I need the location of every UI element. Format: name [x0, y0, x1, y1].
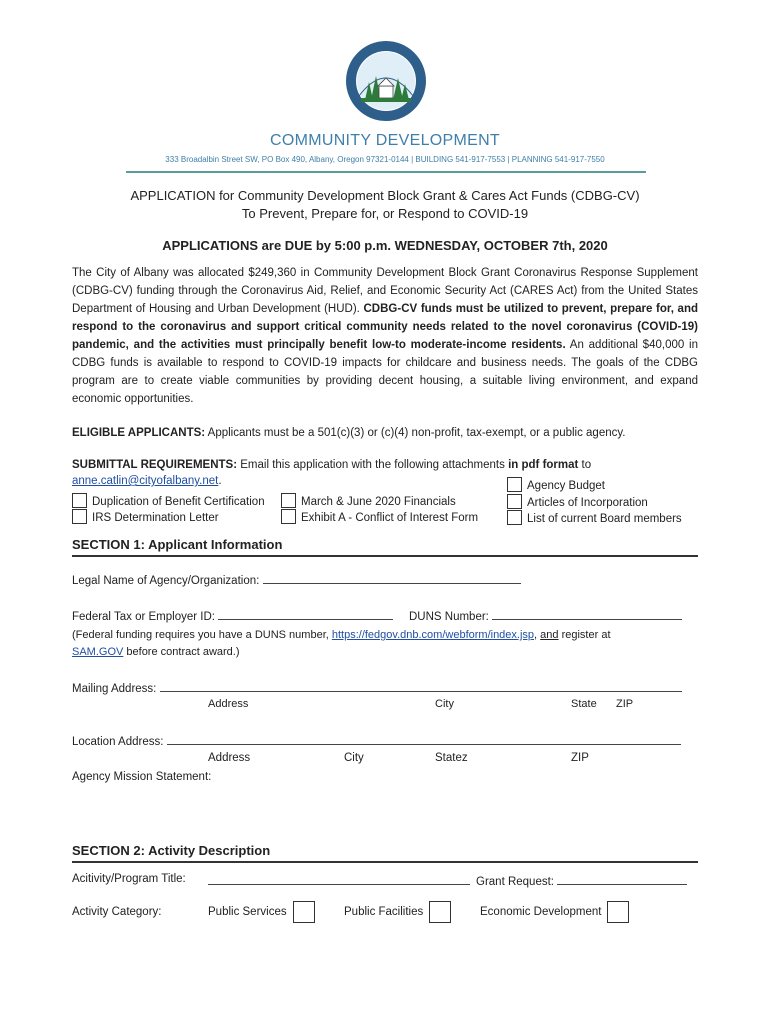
attachment-item[interactable]	[281, 493, 456, 508]
legal-name-field[interactable]	[72, 572, 521, 587]
intro-bold-text: CDBG-CV funds must be utilized to prevent, prepare for, and respond to the coronavirus and support critical community needs related to the novel coronavirus (COVID-19) pandemic, and the activities must principally benefit low-to moderate-income residents.	[72, 303, 698, 351]
attachment-label: Exhibit A - Conflict of Interest Form	[301, 512, 479, 524]
attachment-item[interactable]	[507, 494, 648, 509]
intro-text: The City of Albany was allocated $249,360 in Community Development Block Grant Coronavirus Response Supplement (CDBG-CV) funding through the Coronavirus Aid, Relief, and Economic Security Act (CARES Act) from the United States Department of Housing and Urban Development (HUD).	[72, 267, 698, 315]
section1-divider	[72, 555, 698, 557]
attachment-label: March & June 2020 Financials	[301, 496, 456, 508]
eligible-label: ELIGIBLE APPLICANTS:	[72, 427, 206, 439]
due-date: APPLICATIONS are DUE by 5:00 p.m. WEDNESDAY, OCTOBER 7th, 2020	[162, 238, 608, 253]
category-option-public-facilities[interactable]	[344, 901, 451, 923]
legal-name-label: Legal Name of Agency/Organization:	[72, 575, 260, 587]
tax-id-label: Federal Tax or Employer ID:	[72, 611, 215, 623]
duns-note	[72, 627, 698, 661]
loc-state-caption: Statez	[435, 752, 468, 764]
tax-id-input[interactable]	[218, 608, 393, 620]
checkbox[interactable]	[281, 509, 296, 524]
intro-text-end: An additional $40,000 in CDBG funds is available to respond to COVID-19 impacts for childcare and business needs. The goals of the CDBG program are to create viable communities by providing decent housing, a suitable living environment, and expand economic opportunities.	[72, 339, 698, 405]
attachment-label: Agency Budget	[527, 480, 606, 492]
mailing-address-label: Mailing Address:	[72, 683, 157, 695]
duns-note-end: before contract award.)	[123, 646, 240, 658]
grant-request-field[interactable]	[476, 873, 687, 888]
checkbox[interactable]	[72, 493, 87, 508]
sam-link[interactable]: SAM.GOV	[72, 646, 124, 658]
checkbox[interactable]	[72, 509, 87, 524]
checkbox[interactable]	[293, 901, 315, 923]
contact-address: 333 Broadalbin Street SW, PO Box 490, Albany, Oregon 97321-0144 | BUILDING 541-917-7553 | PLANNING 541-917-7550	[165, 155, 605, 164]
department-name: COMMUNITY DEVELOPMENT	[269, 132, 501, 149]
attachment-label: Duplication of Benefit Certification	[92, 496, 265, 508]
program-title-label: Acitivity/Program Title:	[72, 873, 186, 885]
checkbox[interactable]	[507, 477, 522, 492]
loc-city-caption: City	[344, 752, 364, 764]
duns-field[interactable]	[409, 608, 682, 623]
section1-heading: SECTION 1: Applicant Information	[72, 537, 283, 552]
location-address-input[interactable]	[167, 733, 681, 745]
mailing-address-field[interactable]	[72, 680, 682, 695]
program-title-input[interactable]	[208, 873, 470, 885]
duns-link[interactable]: https://fedgov.dnb.com/webform/index.jsp	[331, 629, 535, 641]
application-subtitle: To Prevent, Prepare for, or Respond to COVID-19	[241, 206, 529, 221]
attachment-label: IRS Determination Letter	[92, 512, 219, 524]
attachment-item[interactable]	[507, 510, 682, 525]
category-label: Public Facilities	[344, 906, 424, 919]
category-label: Economic Development	[480, 906, 602, 919]
mail-state-caption: State	[571, 698, 597, 710]
attachment-label: Articles of Incorporation	[527, 497, 648, 509]
checkbox[interactable]	[507, 510, 522, 525]
submittal-label: SUBMITTAL REQUIREMENTS:	[72, 459, 238, 471]
mail-city-caption: City	[435, 698, 454, 710]
location-address-field[interactable]	[72, 733, 681, 748]
mailing-address-input[interactable]	[160, 680, 682, 692]
attachment-item[interactable]	[72, 493, 265, 508]
submittal-text: Email this application with the following attachments	[237, 459, 509, 471]
eligible-text: Applicants must be a 501(c)(3) or (c)(4) non-profit, tax-exempt, or a public agency.	[205, 427, 626, 439]
grant-request-label: Grant Request:	[476, 876, 554, 888]
category-label: Public Services	[208, 906, 287, 919]
duns-label: DUNS Number:	[409, 611, 489, 623]
loc-zip-caption: ZIP	[571, 752, 589, 764]
attachment-item[interactable]	[281, 509, 478, 524]
submittal-period: .	[218, 475, 222, 487]
category-option-economic-development[interactable]	[480, 901, 629, 923]
location-address-label: Location Address:	[72, 736, 164, 748]
tax-id-field[interactable]	[72, 608, 393, 623]
checkbox[interactable]	[281, 493, 296, 508]
legal-name-input[interactable]	[263, 572, 521, 584]
category-option-public-services[interactable]	[208, 901, 315, 923]
submittal-email-link[interactable]: anne.catlin@cityofalbany.net	[72, 475, 219, 487]
submittal-format: in pdf format	[508, 459, 579, 471]
activity-category-label: Activity Category:	[72, 906, 162, 918]
checkbox[interactable]	[507, 494, 522, 509]
duns-note-text: (Federal funding requires you have a DUNS number,	[72, 629, 332, 641]
header-divider	[126, 171, 646, 173]
city-logo	[345, 40, 427, 122]
mail-address-caption: Address	[208, 698, 249, 710]
duns-note-register: register at	[558, 629, 611, 641]
attachment-item[interactable]	[507, 477, 605, 492]
duns-note-sep: ,	[534, 629, 541, 641]
checkbox[interactable]	[429, 901, 451, 923]
section2-divider	[72, 861, 698, 863]
submittal-to: to	[578, 459, 592, 471]
duns-note-and: and	[540, 629, 559, 641]
attachment-label: List of current Board members	[527, 513, 682, 525]
mail-zip-caption: ZIP	[616, 698, 634, 710]
eligible-applicants	[72, 427, 625, 439]
intro-paragraph	[72, 264, 698, 408]
application-title: APPLICATION for Community Development Block Grant & Cares Act Funds (CDBG-CV)	[130, 188, 640, 203]
mission-statement-label: Agency Mission Statement:	[72, 771, 212, 783]
section2-heading: SECTION 2: Activity Description	[72, 843, 271, 858]
checkbox[interactable]	[607, 901, 629, 923]
duns-input[interactable]	[492, 608, 682, 620]
loc-address-caption: Address	[208, 752, 251, 764]
attachment-item[interactable]	[72, 509, 219, 524]
grant-request-input[interactable]	[557, 873, 687, 885]
